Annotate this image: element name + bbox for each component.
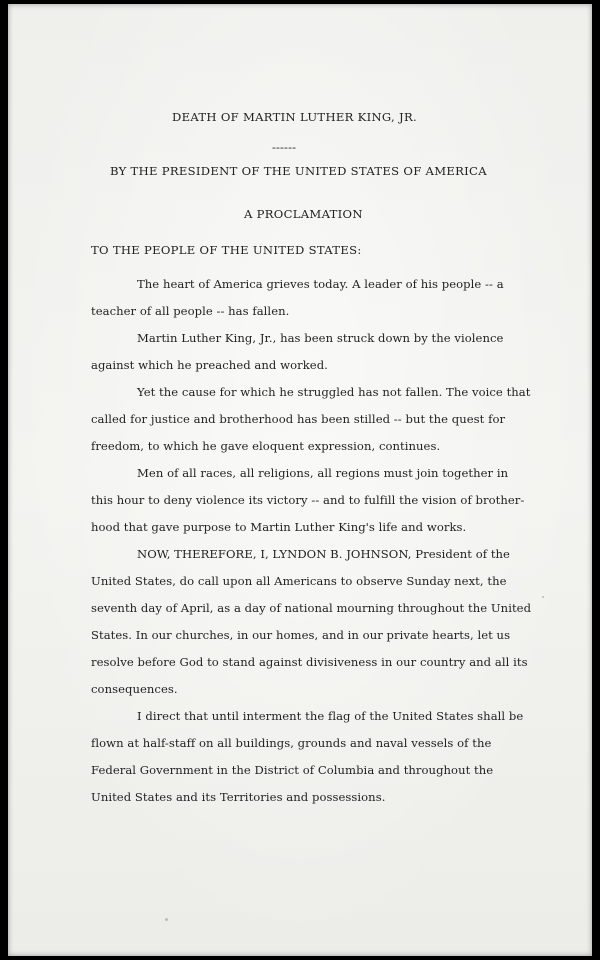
- body-line: Martin Luther King, Jr., has been struck down by the violence: [137, 331, 504, 345]
- document-page: [8, 4, 592, 956]
- body-line: Yet the cause for which he struggled has not fallen. The voice that: [137, 385, 531, 399]
- body-line: United States, do call upon all Americans to observe Sunday next, the: [91, 574, 507, 588]
- body-line: The heart of America grieves today. A leader of his people -- a: [137, 277, 504, 291]
- salutation: TO THE PEOPLE OF THE UNITED STATES:: [91, 243, 362, 257]
- body-line: hood that gave purpose to Martin Luther King's life and works.: [91, 520, 467, 534]
- body-line: flown at half-staff on all buildings, grounds and naval vessels of the: [91, 736, 492, 750]
- body-line: this hour to deny violence its victory -- and to fulfill the vision of brother-: [91, 493, 525, 507]
- body-line: resolve before God to stand against divisiveness in our country and all its: [91, 655, 528, 669]
- body-line: consequences.: [91, 682, 178, 696]
- proclamation-label: A PROCLAMATION: [244, 207, 363, 221]
- body-line: States. In our churches, in our homes, and in our private hearts, let us: [91, 628, 511, 642]
- document-title: DEATH OF MARTIN LUTHER KING, JR.: [172, 110, 417, 124]
- paper-speck: [542, 596, 544, 598]
- body-line: freedom, to which he gave eloquent expression, continues.: [91, 439, 441, 453]
- body-line: seventh day of April, as a day of national mourning throughout the United: [91, 601, 532, 615]
- title-divider: ------: [272, 140, 297, 154]
- issuer-line: BY THE PRESIDENT OF THE UNITED STATES OF AMERICA: [110, 164, 487, 178]
- body-line: called for justice and brotherhood has been stilled -- but the quest for: [91, 412, 506, 426]
- body-line: NOW, THEREFORE, I, LYNDON B. JOHNSON, President of the: [137, 547, 510, 561]
- body-line: teacher of all people -- has fallen.: [91, 304, 290, 318]
- body-line: Federal Government in the District of Columbia and throughout the: [91, 763, 494, 777]
- body-line: United States and its Territories and possessions.: [91, 790, 386, 804]
- body-line: against which he preached and worked.: [91, 358, 328, 372]
- paper-speck: [165, 918, 168, 921]
- body-line: I direct that until interment the flag of the United States shall be: [137, 709, 524, 723]
- body-line: Men of all races, all religions, all regions must join together in: [137, 466, 509, 480]
